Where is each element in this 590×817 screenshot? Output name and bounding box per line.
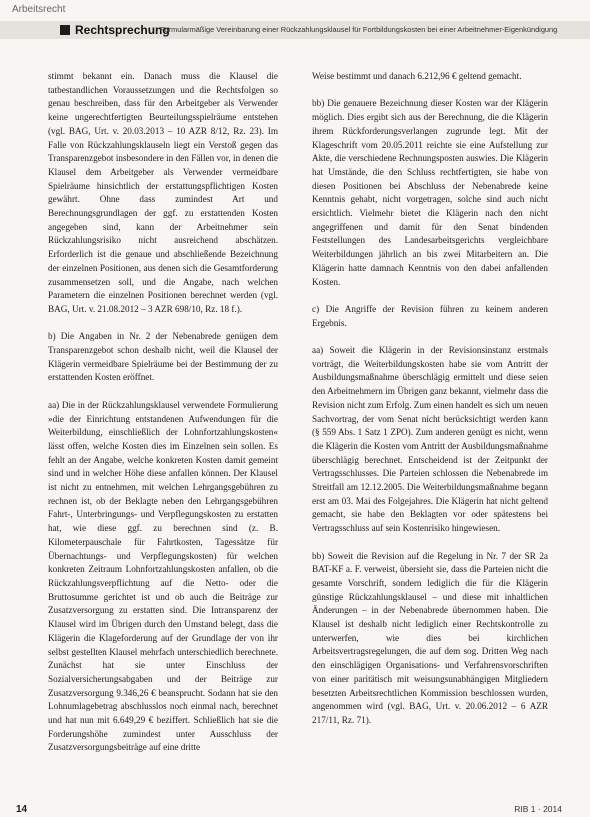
paragraph: stimmt bekannt ein. Danach muss die Klausel die tatbestandlichen Voraussetzungen und die Rechtsfolgen so genau beschreiben, dass für den Arbeitgeber als Verwender keine ungerechtfertigten Beurteilungsspielräume entstehen (vgl. BAG, Urt. v. 20.03.2013 – 10 AZR 8/12, Rz. 23). Im Falle von Rückzahlungsklauseln liegt ein Verstoß gegen das Transparenzgebot insbesondere in den Fällen vor, in denen die Klausel dem Arbeitgeber als Verwender vermeidbare Spielräume hinsichtlich der erstattungspflichtigen Kosten gewährt. Ohne dass zumindest Art und Berechnungsgrundlagen der ggf. zu erstattenden Kosten angegeben sind, kann der Arbeitnehmer sein Rückzahlungsrisiko nicht ausreichend abschätzen. Erforderlich ist die genaue und abschließende Bezeichnung der einzelnen Positionen, aus denen sich die Gesamtforderung zusammensetzen soll, und die Angabe, nach welchen Parametern die einzelnen Positionen berechnet werden (vgl. BAG, Urt. v. 21.08.2012 – 3 AZR 698/10, Rz. 18 f.). <box>48 71 278 314</box>
left-column <box>48 70 278 769</box>
paragraph: b) Die Angaben in Nr. 2 der Nebenabrede genügen dem Transparenzgebot schon deshalb nicht, weil die Klausel der Klägerin vermeidbare Spielräume bei der Bestimmung der zu erstattenden Kosten eröffnet. <box>48 331 278 383</box>
right-column <box>312 70 548 741</box>
section-title: Rechtsprechung <box>75 23 170 37</box>
paragraph: aa) Die in der Rückzahlungsklausel verwendete Formulierung »die der Einrichtung entstandenen Aufwendungen für die Weiterbildung, einschließlich der Lohnfortzahlungskosten« lässt offen, welche Kosten dies im Einzelnen sein sollen. Es fehlt an der Angabe, welche konkreten Kosten damit gemeint sind und in welcher Höhe diese anfallen können. Der Klausel ist nicht zu entnehmen, mit welchen Lehrgangsgebühren zu rechnen ist, ob der Beklagte neben den Lehrgangsgebühren Fahrt-, Unterbringungs- und Verpflegungskosten zu erstatten hat, wie diese ggf. zu berechnen sind (z. B. Kilometerpauschale für Fahrtkosten, Tagessätze für Übernachtungs- und Verpflegungskosten) für welchen konkreten Zeitraum Lohnfortzahlungskosten anfallen, ob die Rückzahlungsverpflichtung auf die Netto- oder die Bruttosumme gerichtet ist und ob auch die Beiträge zur Zusatzversorgung zu erstatten sind. Die Intransparenz der Klausel wird im Übrigen durch den Umstand belegt, dass die Klägerin die Klageforderung auf der Grundlage der von ihr selbst gestellten Klausel mehrfach unterschiedlich berechnete. Zunächst hat sie unter Einschluss der Sozialversicherungsabgaben und der Beiträge zur Zusatzversorgung 9.346,26 € beansprucht. Sodann hat sie den Lohnumlagebetrag abschlusslos noch einmal nach, berechnet und hat nun mit 6.649,29 € beziffert. Schließlich hat sie die Forderungshöhe zumindest unter Ausschluss der Zusatzversorgungsbeiträge auf eine dritte <box>48 399 278 753</box>
section-square-icon <box>60 25 70 35</box>
paragraph: c) Die Angriffe der Revision führen zu keinem anderen Ergebnis. <box>312 303 548 328</box>
paragraph: bb) Soweit die Revision auf die Regelung in Nr. 7 der SR 2a BAT-KF a. F. verweist, übersieht sie, dass die Parteien nicht die gesamte Vorschrift, sondern lediglich die für die Klägerin günstige Rückzahlungsklausel – und diese mit inhaltlichen Änderungen – in der Nebenabrede übernommen haben. Die Klausel ist deshalb nicht lediglich einer Rechtskontrolle zu unterwerfen, wie dies bei kirchlichen Arbeitsvertragsregelungen, die auf dem sog. Dritten Weg nach den einschlägigen Organisations- und Verfahrensvorschriften von einer paritätisch mit weisungsunabhängigen Mitgliedern besetzten Arbeitsrechtlichen Kommission beschlossen wurden, angenommen wird (vgl. BAG, Urt. v. 20.06.2012 – 6 AZR 217/11, Rz. 71). <box>312 550 548 725</box>
paragraph: bb) Die genauere Bezeichnung dieser Kosten war der Klägerin möglich. Dies ergibt sich aus der Berechnung, die die Klägerin ihrem Rückforderungsverlangen zugrunde legt. Mit der Klageschrift vom 20.05.2011 reichte sie eine Aufstellung zur Akte, die verschiedene Rechnungsposten auswies. Die Klägerin hat Umstände, die den Schluss rechtfertigten, sie habe von diesen Positionen bei Abschluss der Nebenabrede keine Kenntnis gehabt, nicht vorgetragen, solche sind auch nicht ersichtlich. Vielmehr bietet die Klägerin nach den nicht angegriffenen und damit für den Senat bindenden Feststellungen des Landesarbeitsgerichts vergleichbare Weiterbildungen jährlich an bis zwei Mitarbeitern an. Die Klägerin hatte damnach Kenntnis von den dabei anfallenden Kosten. <box>312 98 548 287</box>
paragraph: Weise bestimmt und danach 6.212,96 € geltend gemacht. <box>312 71 522 81</box>
running-header <box>0 0 590 44</box>
page-footer <box>0 804 590 817</box>
running-title: Formularmäßige Vereinbarung einer Rückzahlungsklausel für Fortbildungskosten bei einer Arbeitnehmer-Eigenkündigung <box>160 25 558 34</box>
page-number: 14 <box>16 804 28 815</box>
journal-reference: RIB 1 · 2014 <box>514 804 562 814</box>
header-kicker: Arbeitsrecht <box>12 4 66 15</box>
paragraph: aa) Soweit die Klägerin in der Revisionsinstanz erstmals vorträgt, die Weiterbildungskosten habe sie vom Antritt der Ausbildungsmaßnahme überschlägig ermittelt und diese seien den Arbeitnehmern im Übrigen ganz bekannt, vielmehr dass die Revision nicht zum Erfolg. Zum einen handelt es sich um neuen Sachvortrag, der vom Senat nicht berücksichtigt werden kann (§ 559 Abs. 1 Satz 1 ZPO). Zum anderen genügt es nicht, wenn die Klägerin die Kosten vom Antritt der Ausbildungsmaßnahme überschlägig berechnet. Entscheidend ist der Zeitpunkt der Vertragsschlusses. Die Parteien schlossen die Nebenabrede im Streitfall am 12.12.2005. Die Weiterbildungsmaßnahme begann erst am 03. Mai des Folgejahres. Die Klägerin hat nicht geltend gemacht, sie habe den Beklagten vor oder spätestens bei Vertragsschluss auf sein Kostenrisiko hingewiesen. <box>312 345 549 534</box>
